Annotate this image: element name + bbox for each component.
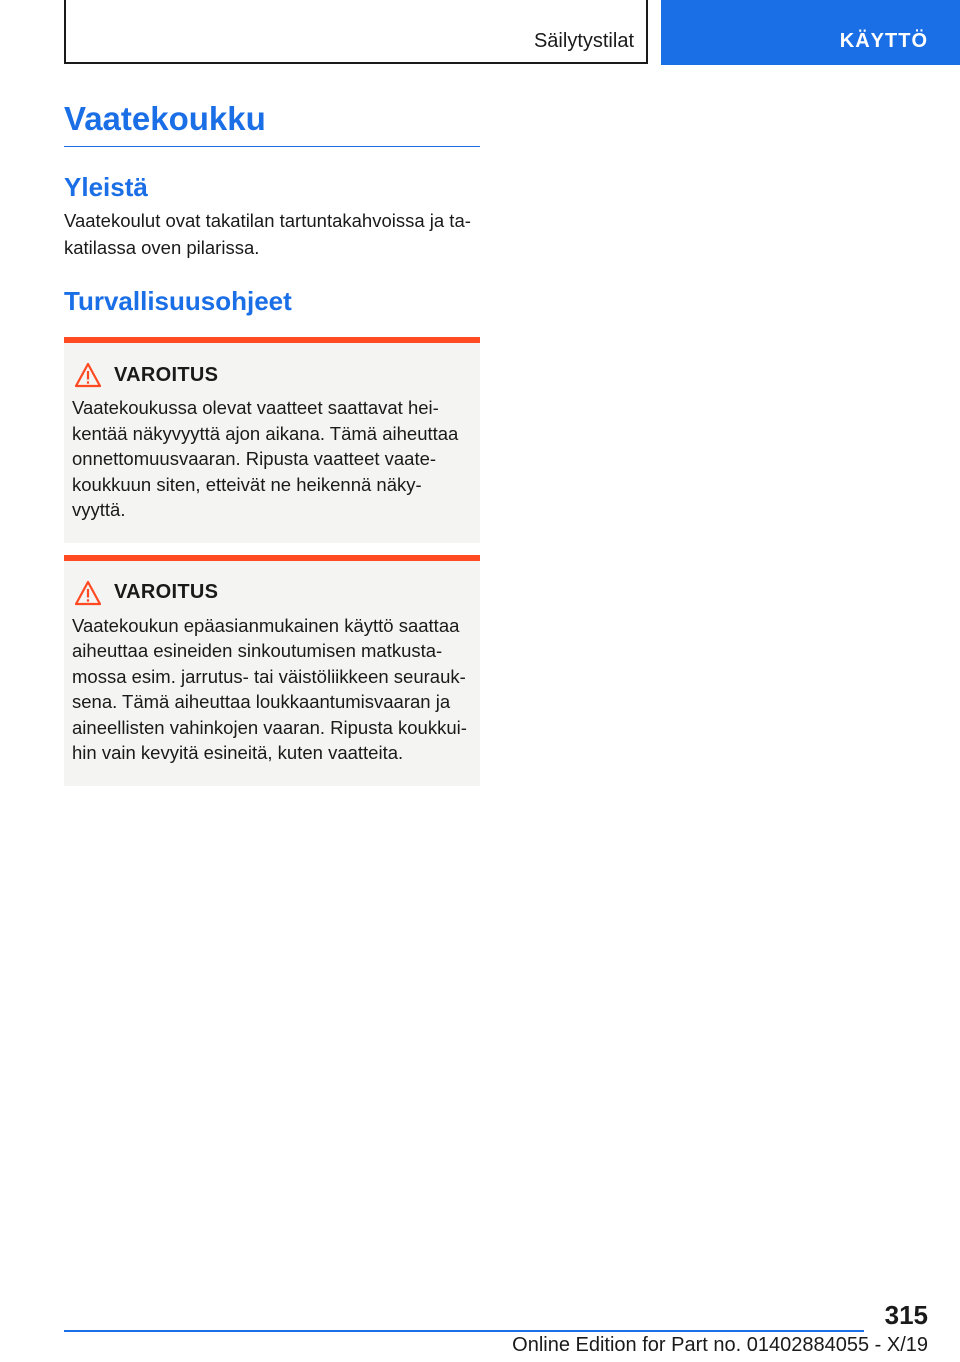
general-paragraph [64, 207, 480, 261]
page-number: 315 [884, 1300, 928, 1330]
warning-text [72, 613, 472, 766]
warning-line: aiheuttaa esineiden sinkoutumisen matkusta‐ [72, 640, 443, 661]
warning-box [64, 555, 480, 786]
warning-line: kentää näkyvyyttä ajon aikana. Tämä aiheuttaa [72, 422, 459, 444]
warning-header [72, 361, 472, 389]
warning-triangle-icon [74, 362, 102, 388]
warning-title: VAROITUS [114, 581, 219, 603]
general-heading: Yleistä [64, 172, 148, 202]
warning-line: mossa esim. jarrutus- tai väistöliikkeen seurauk‐ [72, 665, 466, 687]
main-content [64, 100, 480, 786]
footer-divider [64, 1330, 864, 1332]
warning-header [72, 579, 472, 607]
warning-line: Vaatekoukussa olevat vaatteet saattavat hei‐ [72, 397, 439, 418]
general-line: Vaatekoulut ovat takatilan tartuntakahvoissa ja ta‐ [64, 210, 471, 231]
warning-title: VAROITUS [114, 363, 219, 386]
safety-heading: Turvallisuusohjeet [64, 286, 292, 316]
header-section-box [64, 0, 648, 64]
warning-line: sena. Tämä aiheuttaa loukkaantumisvaaran ja [72, 691, 451, 712]
warning-line: Vaatekoukun epäasianmukainen käyttö saattaa [72, 614, 460, 636]
header-chapter-tab [661, 0, 960, 65]
warning-triangle-icon [74, 580, 102, 606]
warning-line: aineellisten vahinkojen vaaran. Ripusta koukkui‐ [72, 716, 467, 738]
warning-text [72, 395, 472, 523]
warning-line: onnettomuusvaaran. Ripusta vaatteet vaate‐ [72, 448, 437, 469]
header-section-title: Säilytystilat [533, 30, 634, 52]
general-line: katilassa oven pilarissa. [64, 237, 260, 258]
warning-box [64, 337, 480, 543]
warning-line: koukkuun siten, etteivät ne heikennä näky‐ [72, 473, 422, 495]
warning-line: vyyttä. [72, 499, 126, 520]
warning-line: hin vain kevyitä esineitä, kuten vaatteita. [72, 742, 404, 763]
header-chapter-title: KÄYTTÖ [839, 30, 928, 52]
page-title: Vaatekoukku [64, 100, 480, 147]
footer-edition: Online Edition for Part no. 01402884055 - X/19 [512, 1334, 928, 1356]
